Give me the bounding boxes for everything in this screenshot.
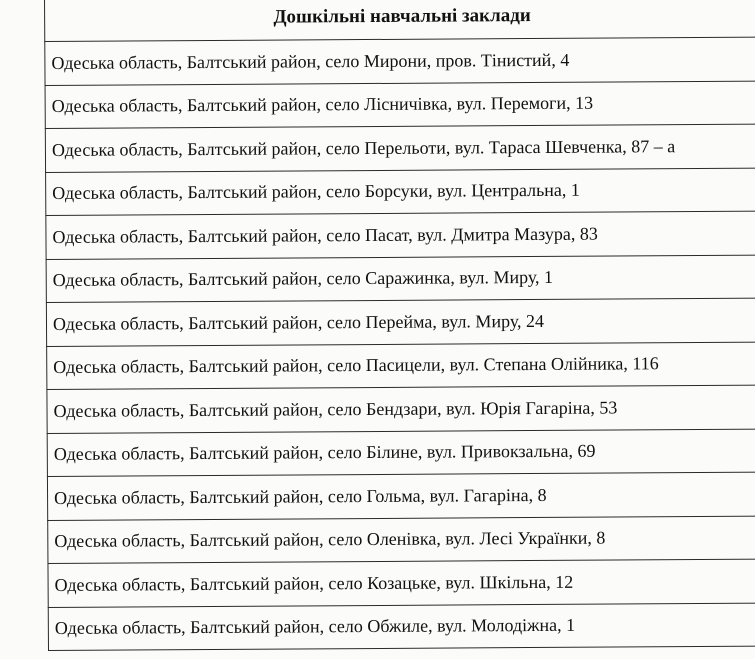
table-row xyxy=(47,385,755,433)
table-row xyxy=(46,168,755,216)
table-row xyxy=(48,516,755,564)
address-cell: Одеська область, Балтський район, село Пасицели, вул. Степана Олійника, 116 xyxy=(47,342,755,390)
address-cell: Одеська область, Балтський район, село Оленівка, вул. Лесі Українки, 8 xyxy=(48,516,755,564)
table-row xyxy=(45,124,755,172)
table-row xyxy=(47,429,755,477)
address-cell: Одеська область, Балтський район, село Саражинка, вул. Миру, 1 xyxy=(46,255,755,303)
table-row xyxy=(45,37,755,85)
address-cell: Одеська область, Балтський район, село Обжиле, вул. Молодіжна, 1 xyxy=(48,603,755,651)
address-cell: Одеська область, Балтський район, село Козацьке, вул. Шкільна, 12 xyxy=(48,559,755,607)
address-cell: Одеська область, Балтський район, село Перельоти, вул. Тараса Шевченка, 87 – а xyxy=(45,124,755,172)
address-cell: Одеська область, Балтський район, село Бендзари, вул. Юрія Гагаріна, 53 xyxy=(47,385,755,433)
address-cell: Одеська область, Балтський район, село Борсуки, вул. Центральна, 1 xyxy=(46,168,755,216)
preschool-table xyxy=(44,0,755,651)
address-cell: Одеська область, Балтський район, село Білине, вул. Привокзальна, 69 xyxy=(47,429,755,477)
address-cell: Одеська область, Балтський район, село Перейма, вул. Миру, 24 xyxy=(46,298,755,346)
table-row xyxy=(47,472,755,520)
address-cell: Одеська область, Балтський район, село Пасат, вул. Дмитра Мазура, 83 xyxy=(46,211,755,259)
address-cell: Одеська область, Балтський район, село Гольма, вул. Гагаріна, 8 xyxy=(47,472,755,520)
table-row xyxy=(46,211,755,259)
table-header-row xyxy=(45,0,755,41)
table-row xyxy=(46,255,755,303)
table-row xyxy=(46,298,755,346)
table-row xyxy=(48,559,755,607)
address-cell: Одеська область, Балтський район, село Лісничівка, вул. Перемоги, 13 xyxy=(45,81,755,129)
address-cell: Одеська область, Балтський район, село Мирони, пров. Тінистий, 4 xyxy=(45,37,755,85)
table-row xyxy=(47,342,755,390)
table-row xyxy=(48,603,755,651)
table-header: Дошкільні навчальні заклади xyxy=(45,0,755,41)
table-row xyxy=(45,81,755,129)
